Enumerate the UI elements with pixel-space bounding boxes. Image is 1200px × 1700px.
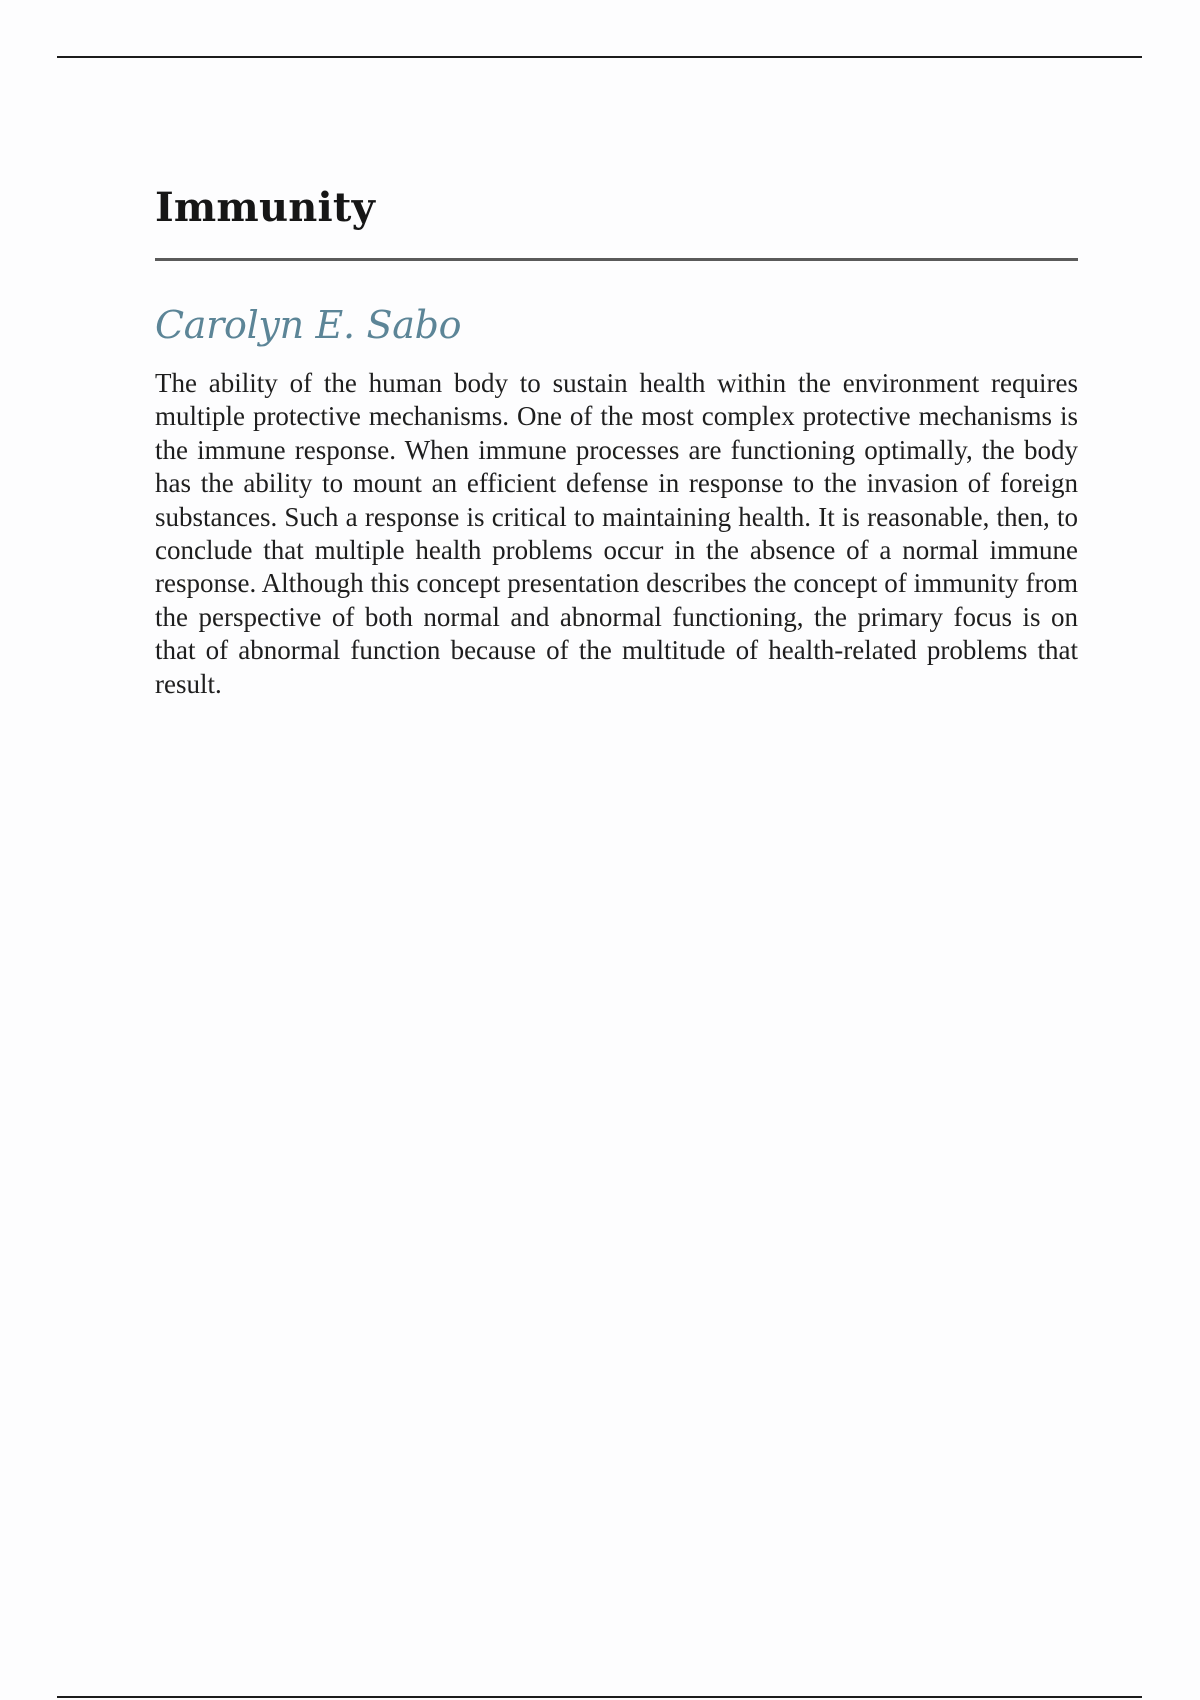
title-divider bbox=[155, 258, 1078, 261]
page-bottom-rule bbox=[57, 1696, 1142, 1698]
chapter-abstract: The ability of the human body to sustain health within the environment requires multiple protective mechanisms. One of the most complex protective mechanisms is the immune response. When immune processes are functioning optimally, the body has the ability to mount an efficient defense in response to the invasion of foreign substances. Such a response is critical to maintaining health. It is reasonable, then, to conclude that multiple health problems occur in the absence of a normal immune response. Although this concept presentation describes the concept of immunity from the perspective of both normal and abnormal functioning, the primary focus is on that of abnormal function because of the multitude of health-related problems that result. bbox=[155, 368, 1078, 699]
chapter-opening bbox=[155, 180, 1078, 701]
chapter-title: Immunity bbox=[155, 184, 376, 231]
chapter-author: Carolyn E. Sabo bbox=[155, 303, 462, 347]
page-top-rule bbox=[57, 56, 1142, 58]
